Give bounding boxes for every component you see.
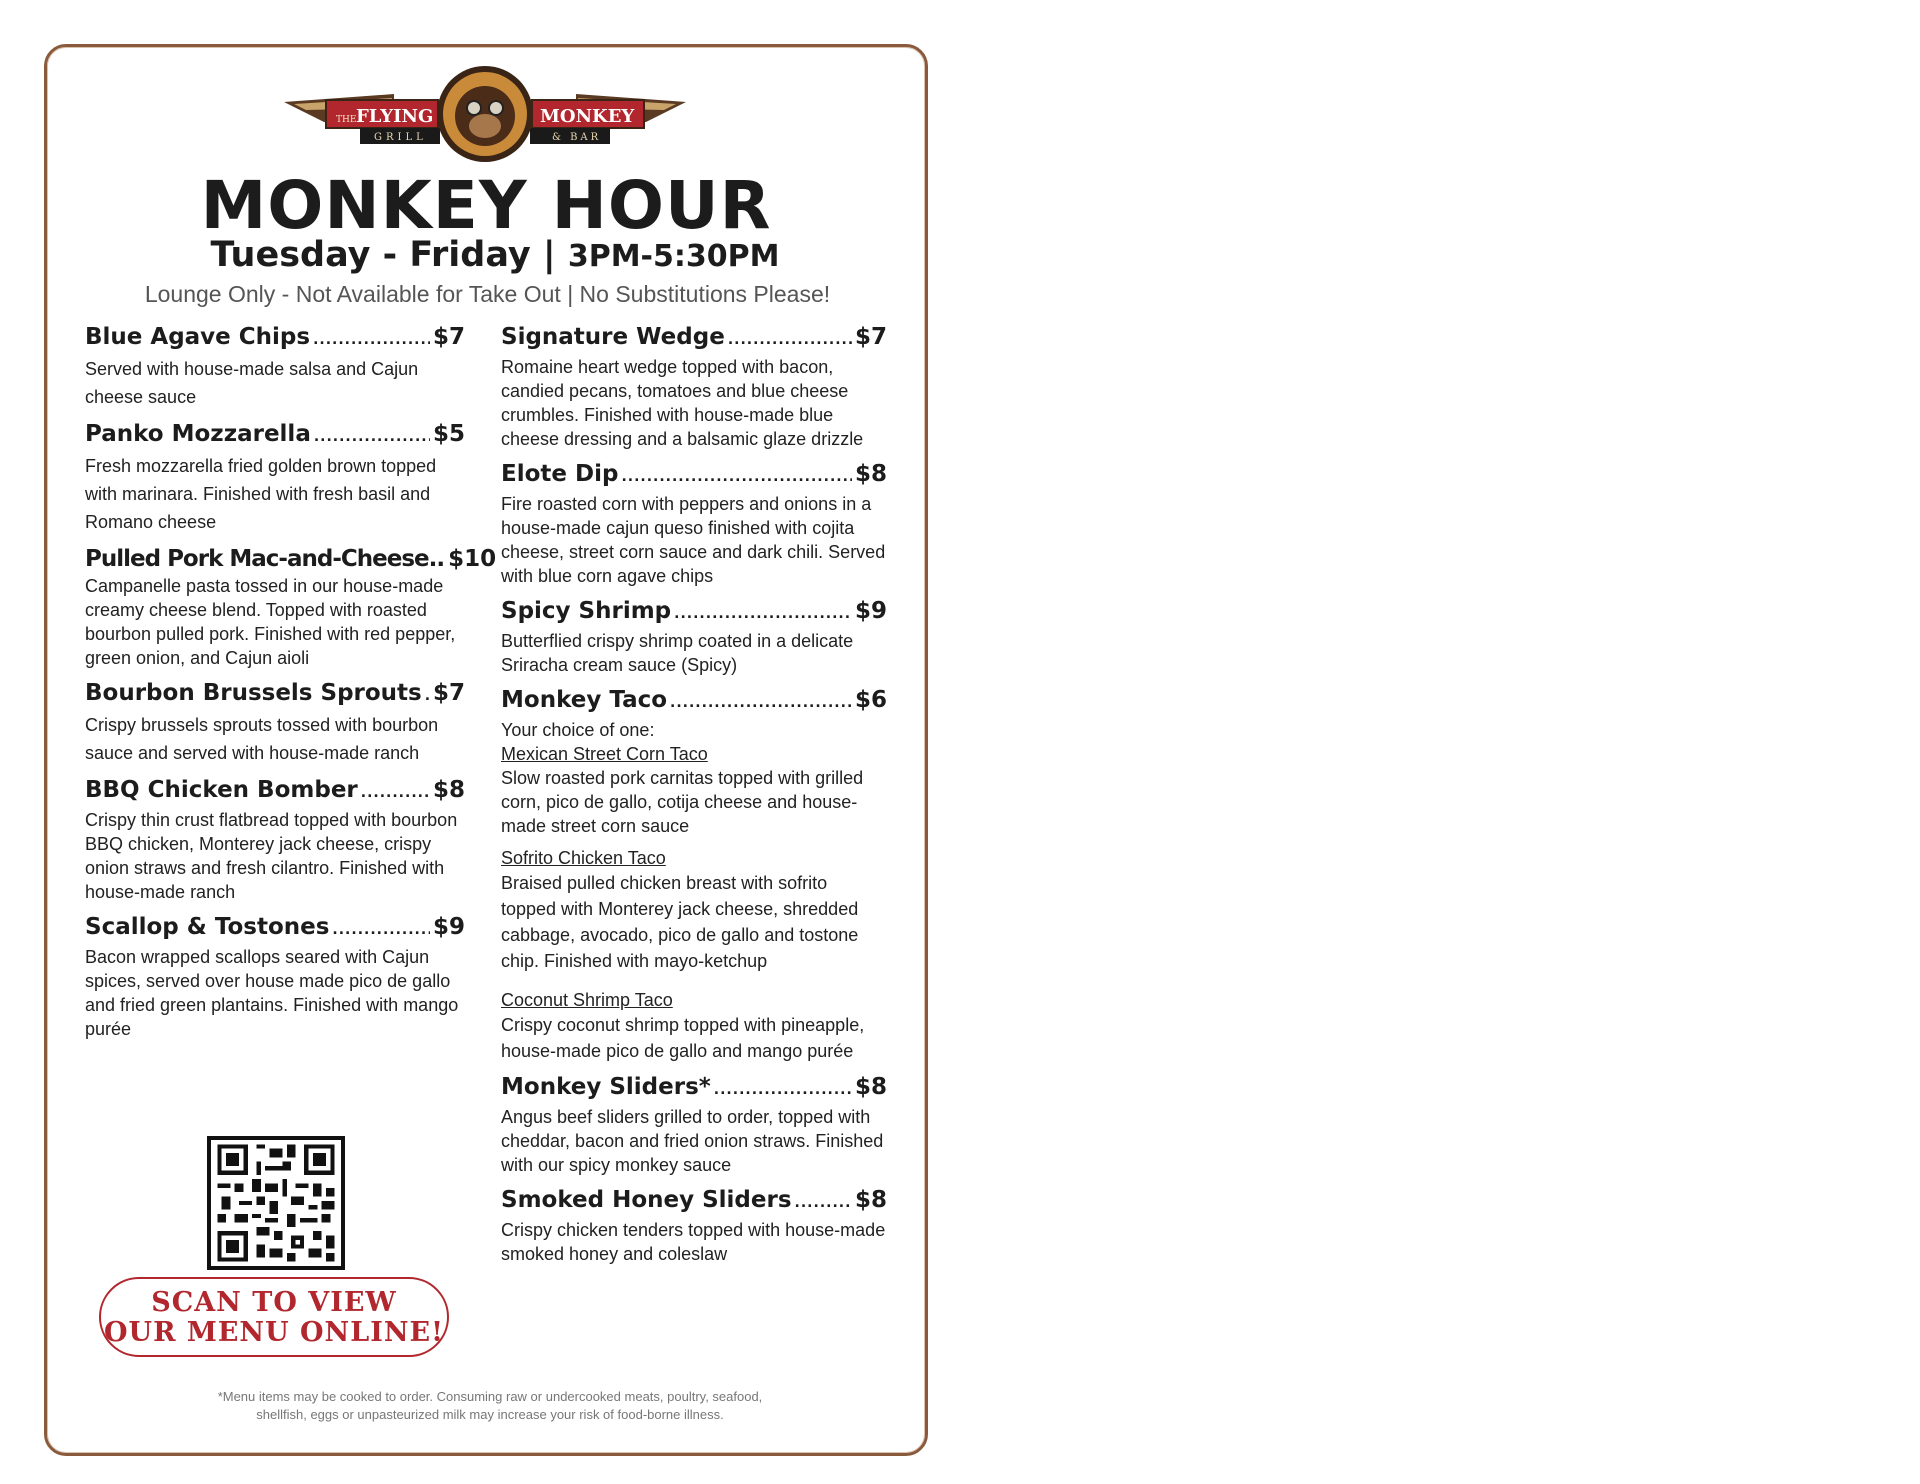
scan-line-1: SCAN TO VIEW: [151, 1287, 397, 1318]
menu-item: [85, 544, 497, 670]
item-price: $8: [432, 777, 465, 803]
taco-option: [501, 846, 887, 974]
item-description: Fire roasted corn with peppers and onions in a house-made cajun queso finished with cojita cheese, street corn sauce and dark chili. Served with blue corn agave chips: [501, 494, 886, 586]
schedule-hours: 3PM-5:30PM: [567, 239, 780, 274]
left-menu-column: [85, 322, 497, 1049]
taco-option: [501, 988, 887, 1064]
item-description: Butterflied crispy shrimp coated in a delicate Sriracha cream sauce (Spicy): [501, 631, 854, 675]
menu-item: [501, 322, 887, 451]
menu-item: [501, 596, 887, 677]
menu-item-taco: [501, 685, 887, 1064]
item-price: $6: [854, 687, 887, 713]
item-description: Served with house-made salsa and Cajun cheese sauce: [85, 359, 419, 407]
item-name: Signature Wedge: [501, 324, 725, 350]
food-safety-disclaimer: [150, 1388, 830, 1424]
taco-option-description: Braised pulled chicken breast with sofrito topped with Monterey jack cheese, shredded cabbage, avocado, pico de gallo and tostone chip. Finished with mayo-ketchup: [501, 873, 859, 971]
restrictions-note: Lounge Only - Not Available for Take Out | No Substitutions Please!: [144, 281, 831, 307]
logo-right-sub: & BAR: [552, 132, 602, 143]
taco-intro: Your choice of one:: [501, 720, 655, 740]
taco-option-title: Coconut Shrimp Taco: [501, 990, 673, 1010]
item-description: Campanelle pasta tossed in our house-made creamy cheese blend. Topped with roasted bourbon pulled pork. Finished with red pepper, green onion, and Cajun aioli: [85, 576, 456, 668]
logo-left-word: FLYING: [356, 106, 434, 127]
menu-item: [85, 419, 465, 536]
taco-option-title: Mexican Street Corn Taco: [501, 744, 708, 764]
item-name: Spicy Shrimp: [501, 598, 672, 624]
page-title: MONKEY HOUR: [200, 167, 772, 244]
item-name: Panko Mozzarella: [85, 421, 311, 447]
taco-option-description: Slow roasted pork carnitas topped with grilled corn, pico de gallo, cotija cheese and house-made street corn sauce: [501, 768, 864, 836]
item-description: Bacon wrapped scallops seared with Cajun spices, served over house made pico de gallo and fried green plantains. Finished with mango purée: [85, 947, 459, 1039]
item-price: $10: [448, 546, 497, 572]
scan-line-2: OUR MENU ONLINE!: [104, 1317, 444, 1348]
item-name: Scallop & Tostones: [85, 914, 330, 940]
item-description: Fresh mozzarella fried golden brown topped with marinara. Finished with fresh basil and Romano cheese: [85, 456, 437, 532]
item-price: $5: [432, 421, 465, 447]
menu-item: [85, 775, 465, 904]
item-price: $7: [432, 680, 465, 706]
right-menu-column: [501, 322, 887, 1274]
item-name: Blue Agave Chips: [85, 324, 311, 350]
item-description: Romaine heart wedge topped with bacon, candied pecans, tomatoes and blue cheese crumbles. Finished with house-made blue cheese dressing and a balsamic glaze drizzle: [501, 357, 864, 449]
item-name: Elote Dip: [501, 461, 619, 487]
item-price: $8: [854, 1187, 887, 1213]
menu-item: [501, 459, 887, 588]
disclaimer-line-1: *Menu items may be cooked to order. Consuming raw or undercooked meats, poultry, seafood,: [217, 1389, 763, 1404]
item-name: BBQ Chicken Bomber: [85, 777, 358, 803]
item-price: $7: [432, 324, 465, 350]
item-price: $9: [432, 914, 465, 940]
item-price: $7: [854, 324, 887, 350]
scan-menu-badge: [99, 1277, 449, 1357]
menu-item: [85, 322, 465, 411]
item-price: $9: [854, 598, 887, 624]
schedule-line: [0, 232, 990, 280]
menu-item: [501, 1072, 887, 1177]
taco-option-title: Sofrito Chicken Taco: [501, 848, 666, 868]
taco-option: [501, 742, 887, 838]
item-name: Monkey Sliders*: [501, 1074, 711, 1100]
menu-item: [85, 912, 465, 1041]
menu-item: [85, 678, 465, 767]
item-name: Monkey Taco: [501, 687, 668, 713]
item-price: $8: [854, 461, 887, 487]
taco-option-description: Crispy coconut shrimp topped with pineapple, house-made pico de gallo and mango purée: [501, 1015, 865, 1061]
logo-right-word: MONKEY: [540, 106, 635, 127]
logo-the-text: THE: [336, 115, 357, 125]
logo-left-sub: GRILL: [374, 132, 427, 143]
disclaimer-line-2: shellfish, eggs or unpasteurized milk may increase your risk of food-borne illness.: [256, 1407, 724, 1422]
item-price: $8: [854, 1074, 887, 1100]
qr-code[interactable]: [207, 1136, 345, 1270]
flying-monkey-logo: [284, 64, 686, 164]
item-description: Angus beef sliders grilled to order, topped with cheddar, bacon and fried onion straws. Finished with our spicy monkey sauce: [501, 1107, 884, 1175]
item-name: Smoked Honey Sliders: [501, 1187, 792, 1213]
item-name: Pulled Pork Mac-and-Cheese..: [85, 546, 445, 572]
item-description: Crispy thin crust flatbread topped with bourbon BBQ chicken, Monterey jack cheese, crispy onion straws and fresh cilantro. Finished with house-made ranch: [85, 810, 458, 902]
item-description: Crispy brussels sprouts tossed with bourbon sauce and served with house-made ranch: [85, 715, 439, 763]
schedule-days: Tuesday - Friday |: [210, 235, 556, 275]
menu-item: [501, 1185, 887, 1266]
item-description: Crispy chicken tenders topped with house-made smoked honey and coleslaw: [501, 1220, 886, 1264]
item-name: Bourbon Brussels Sprouts: [85, 680, 422, 706]
